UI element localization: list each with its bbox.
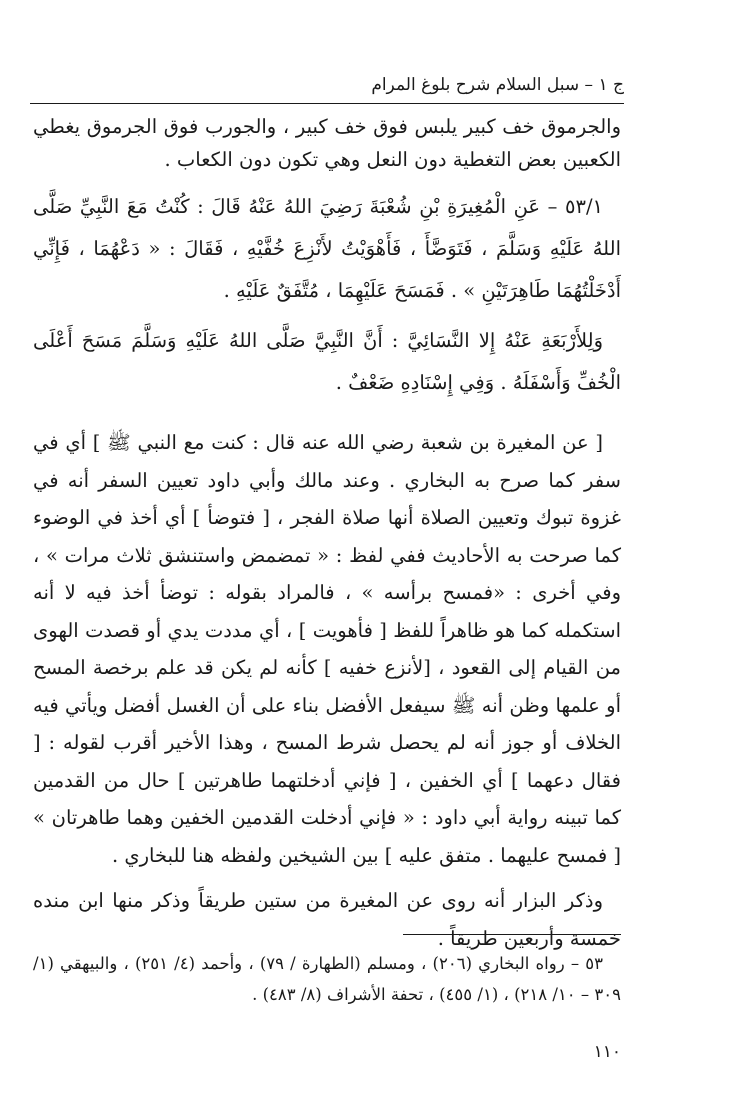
hadith-extra: وَلِلأَرْبَعَةِ عَنْهُ إِلا النَّسَائِيَّ : أَنَّ النَّبِيَّ صَلَّى اللهُ عَلَيْهِ وَسَلَّمَ مَسَحَ أَعْلَى الْخُفِّ وَأَسْفَلَهُ . وَفِي إِسْنَادِهِ ضَعْفٌ .	[33, 329, 621, 394]
body-text	[33, 110, 621, 957]
footnote: ٥٣ – رواه البخاري (٢٠٦) ، ومسلم (الطهارة / ٧٩) ، وأحمد (٤/ ٢٥١) ، والبيهقي (١/ ٣٠٩ – ١٠/ ٢١٨) ، (١/ ٤٥٥) ، تحفة الأشراف (٨/ ٤٨٣) .	[33, 954, 621, 1004]
footnote-rule	[403, 934, 621, 935]
running-header: ج ١ – سبل السلام شرح بلوغ المرام	[371, 75, 624, 95]
commentary-paragraph: [ عن المغيرة بن شعبة رضي الله عنه قال : كنت مع النبي ﷺ ] أي في سفر كما صرح به البخاري . وعند مالك وأبي داود تعيين السفر أنه في غزوة تبوك وتعيين الصلاة أنها صلاة الفجر ، [ فتوضأ ] أي أخذ في الوضوء كما صرحت به الأحاديث ففي لفظ : « تمضمض واستنشق ثلاث مرات » ، وفي أخرى : «فمسح برأسه » ، فالمراد بقوله : توضأ أخذ فيه لا أنه استكمله كما هو ظاهراً للفظ [ فأهويت ] ، أي مددت يدي أو قصدت الهوى من القيام إلى القعود ، [لأنزع خفيه ] كأنه لم يكن قد علم برخصة المسح أو علمها وظن أنه ﷺ سيفعل الأفضل بناء على أن الغسل أفضل ويأتي فيه الخلاف أو جوز أنه لم يحصل شرط المسح ، وهذا الأخير أقرب لقوله : [ فقال دعهما ] أي الخفين ، [ فإني أدخلتهما طاهرتين ] حال من القدمين كما تبينه رواية أبي داود : « فإني أدخلت القدمين الخفين وهما طاهرتان » [ فمسح عليهما . متفق عليه ] بين الشيخين ولفظه هنا للبخاري .	[33, 431, 621, 867]
page-number: ١١٠	[593, 1042, 621, 1062]
intro-paragraph: والجرموق خف كبير يلبس فوق خف كبير ، والجورب فوق الجرموق يغطي الكعبين بعض التغطية دون النعل وهي تكون دون الكعاب .	[33, 115, 621, 171]
closing-paragraph: وذكر البزار أنه روى عن المغيرة من ستين طريقاً وذكر منها ابن منده خمسة وأربعين طريقاً .	[33, 889, 621, 950]
hadith-main: ٥٣/١ – عَنِ الْمُغِيرَةِ بْنِ شُعْبَةَ رَضِيَ اللهُ عَنْهُ قَالَ : كُنْتُ مَعَ النَّبِيِّ صَلَّى اللهُ عَلَيْهِ وَسَلَّمَ ، فَتَوَضَّأَ ، فَأَهْوَيْتُ لأَنْزِعَ خُفَّيْهِ ، فَقَالَ : « دَعْهُمَا ، فَإِنِّي أَدْخَلْتُهُمَا طَاهِرَتَيْنِ » . فَمَسَحَ عَلَيْهِمَا ، مُتَّفَقٌ عَلَيْهِ .	[33, 195, 621, 302]
header-rule	[30, 103, 624, 104]
